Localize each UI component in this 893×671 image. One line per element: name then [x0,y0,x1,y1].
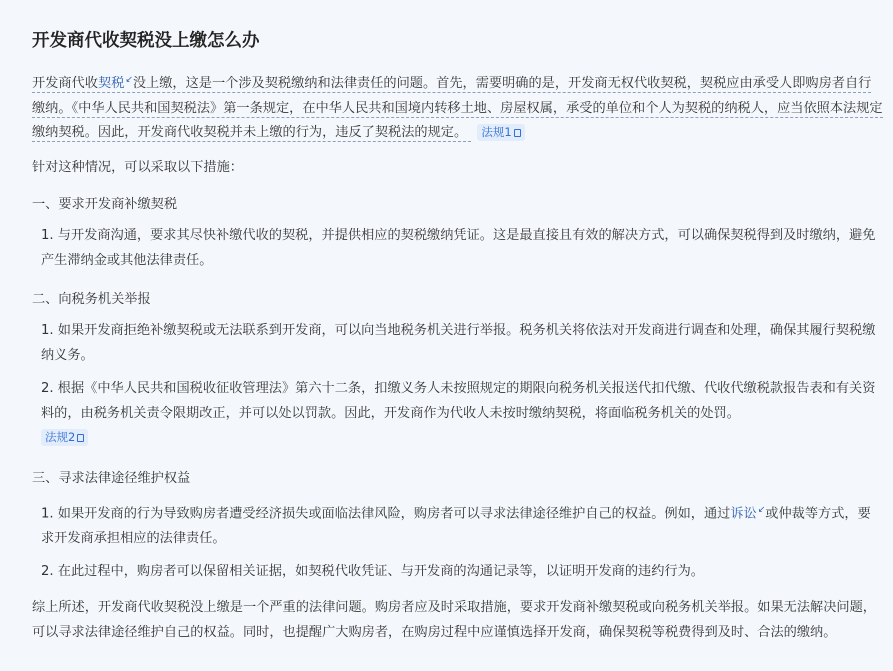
list-item: 2. 根据《中华人民共和国税收征收管理法》第六十二条，扣缴义务人未按照规定的期限向税务机关报送代扣代缴、代收代缴税款报告表和有关资料的，由税务机关责令限期改正，并可以处以罚款。因此，开发商作为代收人未按时缴纳契税，将面临税务机关的处罚。 法规2 [41,381,876,444]
intro-paragraph [32,68,883,146]
list-item: 1. 如果开发商的行为导致购房者遭受经济损失或面临法律风险，购房者可以寻求法律途径维护自己的权益。例如，通过诉讼↙或仲裁等方式，要求开发商承担相应的法律责任。 [41,505,871,546]
list-item: 1. 与开发商沟通，要求其尽快补缴代收的契税，并提供相应的契税缴纳凭证。这是最直接且有效的解决方式，可以确保契税得到及时缴纳，避免产生滞纳金或其他法律责任。 [41,228,876,268]
intro-text-after: 没上缴，这是一个涉及契税缴纳和法律责任的问题。首先，需要明确的是，开发商无权代收契税，契税应由承受人即购房者自行缴纳。《中华人民共和国契税法》第一条规定，在中华人民共和国境内转移土地、房屋权属，承受的单位和个人为契税的纳税人，应当依照本法规定缴纳契税。因此，开发商代收契税并未上缴的行为，违反了契税法的规定。 [32,76,883,141]
document-icon [77,434,84,442]
intro-text-before: 开发商代收 [32,76,98,92]
deed-tax-link[interactable]: 契税 [97,76,125,92]
list-item: 2. 在此过程中，购房者可以保留相关证据，如契税代收凭证、与开发商的沟通记录等，以证明开发商的违约行为。 [41,564,704,579]
law-reference-badge-1[interactable]: 法规1 [477,124,524,141]
summary-paragraph: 综上所述，开发商代收契税没上缴是一个严重的法律问题。购房者应及时采取措施，要求开发商补缴契税或向税务机关举报。如果无法解决问题，可以寻求法律途径维护自己的权益。同时，也提醒广大购房者，在购房过程中应谨慎选择开发商，确保契税等税费得到及时、合法的缴纳。 [32,600,876,640]
page-title: 开发商代收契税没上缴怎么办 [32,31,260,51]
list-item: 1. 如果开发商拒绝补缴契税或无法联系到开发商，可以向当地税务机关进行举报。税务机关将依法对开发商进行调查和处理，确保其履行契税缴纳义务。 [41,323,876,363]
lead-text: 针对这种情况，可以采取以下措施： [32,160,243,175]
law-reference-badge-2[interactable]: 法规2 [41,429,88,446]
litigation-link[interactable]: 诉讼 [730,506,757,522]
document-icon [514,129,521,137]
external-link-icon: ↙ [125,75,133,85]
section-heading-2: 二、向税务机关举报 [32,292,151,307]
external-link-icon: ↙ [757,505,766,515]
section-heading-1: 一、要求开发商补缴契税 [32,197,178,212]
section-heading-3: 三、寻求法律途径维护权益 [32,471,191,486]
